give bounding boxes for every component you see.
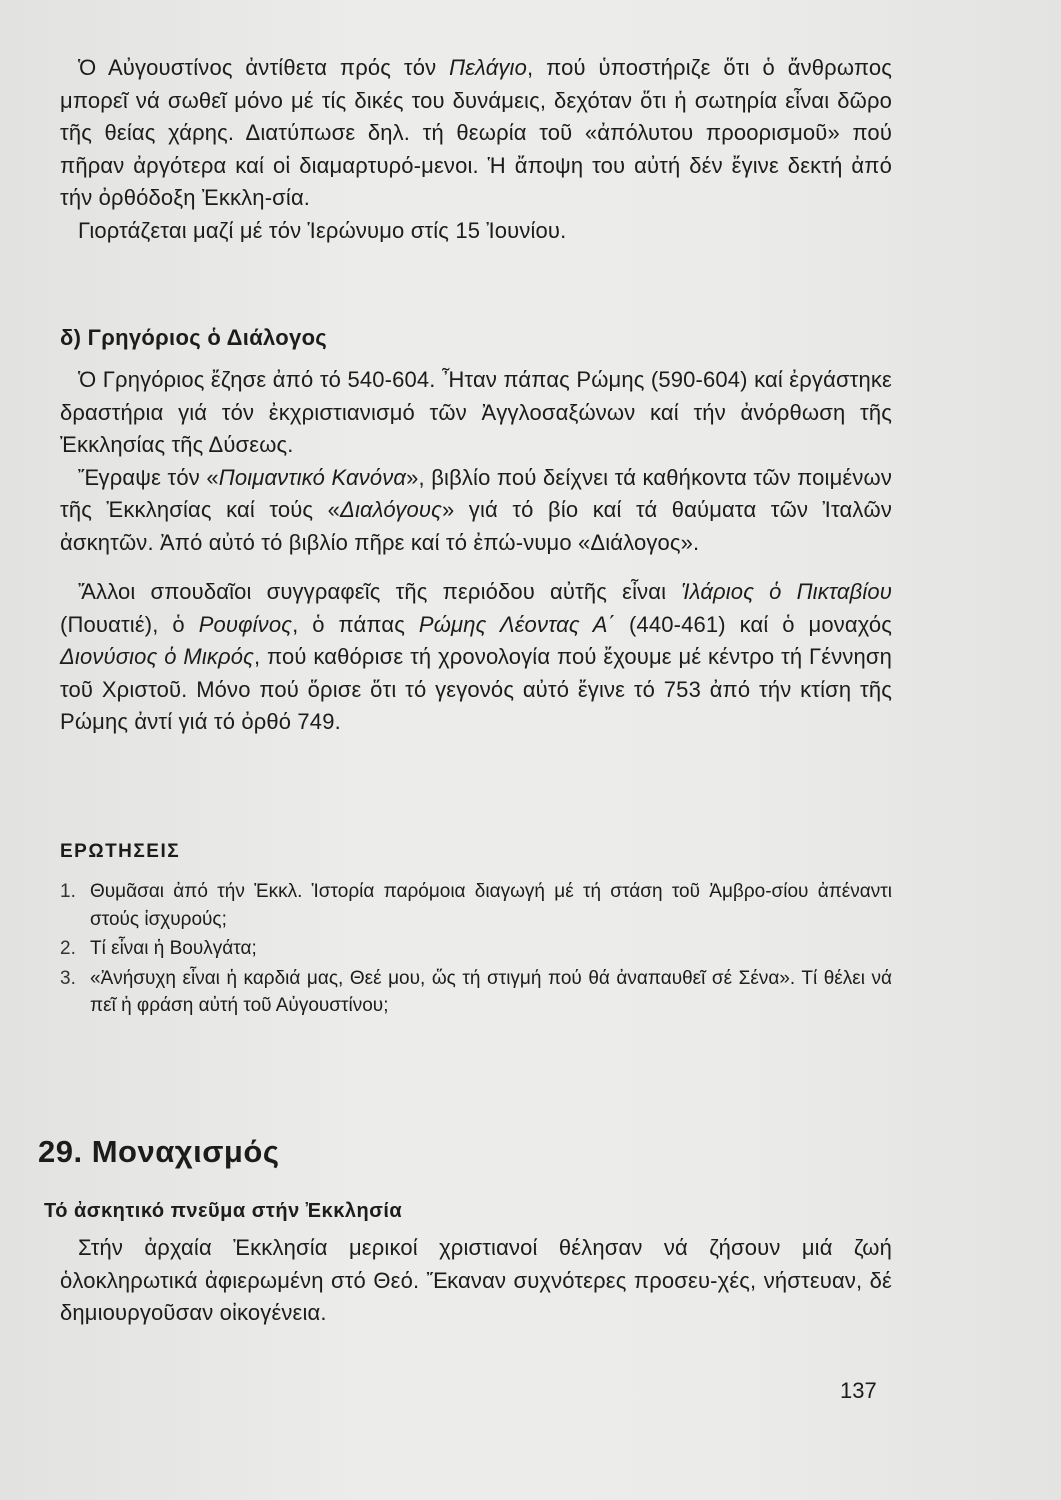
italic-text-run: Ποιμαντικό Κανόνα	[218, 464, 407, 490]
question-item	[60, 965, 892, 1020]
text-run: (Πουατιέ), ὁ	[60, 611, 199, 637]
italic-text-run: Πελάγιο	[449, 55, 527, 80]
gregory-paragraph-1: Ὁ Γρηγόριος ἔζησε ἀπό τό 540-604. Ἦταν πάπας Ρώμης (590-604) καί ἐργάστηκε δραστήρια γιά τόν ἐκχριστιανισμό τῶν Ἀγγλοσαξώνων καί τήν ἀνόρθωση τῆς Ἐκκλησίας τῆς Δύσεως.	[60, 367, 892, 457]
section-gregory	[60, 322, 892, 739]
chapter-title: 29. Μοναχισμός	[38, 1134, 280, 1169]
intro-section	[60, 52, 892, 247]
text-run: , πού καθόρισε τή χρονολογία πού ἔχουμε μέ κέντρο τή Γέννηση τοῦ Χριστοῦ. Μόνο πού ὅρισε ὅτι τό γεγονός αὐτό ἔγινε τό 753 ἀπό τήν κτίση τῆς Ρώμης ἀντί γιά τό ὀρθό 749.	[60, 644, 892, 734]
text-run: Ἄλλοι σπουδαῖοι συγγραφεῖς τῆς περιόδου αὐτῆς εἶναι	[78, 579, 682, 604]
italic-text-run: Ρουφίνος	[198, 611, 293, 637]
text-run: Ἔγραψε τόν «	[78, 464, 219, 490]
text-run: Ὁ Αὐγουστίνος ἀντίθετα πρός τόν	[78, 55, 450, 80]
other-writers-paragraph	[60, 576, 892, 739]
questions-list	[60, 878, 892, 1020]
intro-paragraph-1	[60, 52, 892, 215]
chapter-paragraph-1: Στήν ἀρχαία Ἐκκλησία μερικοί χριστιανοί θέλησαν νά ζήσουν μιά ζωή ὁλοκληρωτικά ἀφιερωμένη στό Θεό. Ἔκαναν συχνότερες προσευ-χές, νήστευαν, δέ δημιουργοῦσαν οἰκογένεια.	[60, 1235, 892, 1325]
text-run: », βιβλίο πού δείχνει τά καθήκοντα τῶν ποιμένων τῆς Ἐκκλησίας καί τούς «	[60, 464, 892, 522]
italic-text-run: Ρώμης Λέοντας Α΄	[418, 611, 616, 637]
question-text: Τί εἶναι ἡ Βουλγάτα;	[90, 938, 257, 959]
intro-paragraph-2: Γιορτάζεται μαζί μέ τόν Ἱερώνυμο στίς 15 Ἰουνίου.	[78, 217, 567, 243]
italic-text-run: Διονύσιος ὁ Μικρός	[60, 644, 254, 669]
italic-text-run: Ἱλάριος ὁ Πικταβίου	[681, 579, 892, 604]
section-heading: δ) Γρηγόριος ὁ Διάλογος	[60, 325, 328, 350]
question-item	[60, 935, 892, 963]
question-text: Θυμᾶσαι ἀπό τήν Ἐκκλ. Ἱστορία παρόμοια διαγωγή μέ τή στάση τοῦ Ἀμβρο-σίου ἀπέναντι στούς ἰσχυρούς;	[90, 881, 892, 930]
text-run: , πού ὑποστήριζε ὅτι ὁ ἄνθρωπος μπορεῖ νά σωθεῖ μόνο μέ τίς δικές του δυνάμεις, δεχόταν ὅτι ἡ σωτηρία εἶναι δῶρο τῆς θείας χάρης. Διατύπωσε δηλ. τή θεωρία τοῦ «ἀπόλυτου προορισμοῦ» πού πῆραν ἀργότερα καί οἱ διαμαρτυρό-μενοι. Ἡ ἄποψη του αὐτή δέν ἔγινε δεκτή ἀπό τήν ὀρθόδοξη Ἐκκλη-σία.	[60, 55, 892, 210]
questions-title: ΕΡΩΤΗΣΕΙΣ	[60, 841, 181, 862]
text-run: (440-461) καί ὁ μοναχός	[615, 611, 892, 637]
question-item	[60, 878, 892, 933]
question-number: 3.	[60, 967, 76, 989]
text-run: » γιά τό βίο καί τά θαύματα τῶν Ἰταλῶν ἀσκητῶν. Ἀπό αὐτό τό βιβλίο πῆρε καί τό ἐπώ-νυμο «Διάλογος».	[60, 497, 892, 555]
question-number: 1.	[60, 881, 76, 902]
question-text: «Ἀνήσυχη εἶναι ἡ καρδιά μας, Θεέ μου, ὥς τή στιγμή πού θά ἀναπαυθεῖ σέ Σένα». Τί θέλει νά πεῖ ἡ φράση αὐτή τοῦ Αὐγουστίνου;	[90, 967, 892, 1016]
text-run: , ὁ πάπας	[292, 611, 419, 637]
chapter-section	[38, 1132, 892, 1330]
gregory-paragraph-2	[60, 462, 892, 560]
page-number: 137	[840, 1378, 877, 1403]
questions-section	[60, 838, 892, 1022]
question-number: 2.	[60, 938, 76, 959]
chapter-subheading: Τό ἀσκητικό πνεῦμα στήν Ἐκκλησία	[44, 1200, 403, 1222]
italic-text-run: Διαλόγους	[340, 497, 442, 522]
